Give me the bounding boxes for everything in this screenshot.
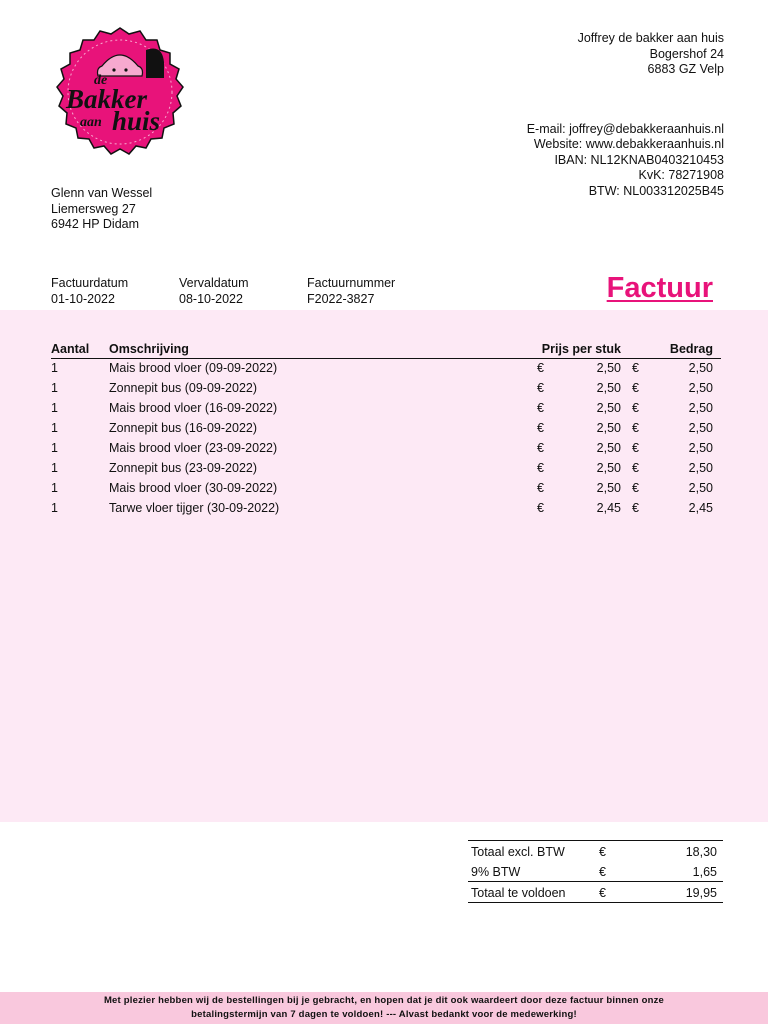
sender-info: [527, 31, 724, 199]
logo-word-huis: huis: [112, 106, 161, 136]
row-amount-currency: €: [632, 441, 639, 455]
row-qty: 1: [51, 441, 58, 455]
row-description: Mais brood vloer (30-09-2022): [109, 481, 278, 495]
row-amount: 2,45: [688, 501, 713, 515]
sender-iban: IBAN: NL12KNAB0403210453: [554, 152, 724, 167]
vat-currency: €: [599, 865, 606, 879]
row-price-currency: €: [537, 461, 544, 475]
invoice-number-block: [307, 276, 395, 307]
row-qty: 1: [51, 361, 58, 375]
row-price-currency: €: [537, 421, 544, 435]
row-price-currency: €: [537, 401, 544, 415]
row-amount: 2,50: [688, 401, 713, 415]
row-price-currency: €: [537, 381, 544, 395]
due-date-value: 08-10-2022: [179, 291, 243, 306]
row-price-currency: €: [537, 361, 544, 375]
row-unit-price: 2,45: [596, 501, 621, 515]
sender-spacer: [527, 78, 724, 122]
sender-city: 6883 GZ Velp: [647, 62, 724, 76]
due-date-label: Vervaldatum: [179, 276, 249, 290]
row-qty: 1: [51, 401, 58, 415]
row-price-currency: €: [537, 441, 544, 455]
row-description: Tarwe vloer tijger (30-09-2022): [109, 501, 280, 515]
logo-word-de: de: [94, 73, 108, 88]
row-qty: 1: [51, 381, 58, 395]
table-row: [51, 361, 721, 381]
row-description: Zonnepit bus (09-09-2022): [109, 381, 258, 395]
row-description: Mais brood vloer (16-09-2022): [109, 401, 278, 415]
totals-row-vat: [468, 861, 723, 881]
sender-website[interactable]: Website: www.debakkeraanhuis.nl: [533, 137, 724, 151]
recipient-info: [51, 186, 152, 233]
invoice-date-value: 01-10-2022: [51, 291, 115, 306]
table-row: [51, 441, 721, 461]
row-amount: 2,50: [688, 381, 713, 395]
row-price-currency: €: [537, 501, 544, 515]
recipient-street: Liemersweg 27: [51, 201, 136, 216]
table-row: [51, 481, 721, 501]
logo-graphic: [50, 26, 190, 158]
total-label: Totaal te voldoen: [471, 886, 566, 900]
table-row: [51, 461, 721, 481]
due-date-block: [179, 276, 248, 307]
row-amount-currency: €: [632, 401, 639, 415]
row-qty: 1: [51, 461, 58, 475]
row-price-currency: €: [537, 481, 544, 495]
row-unit-price: 2,50: [596, 421, 621, 435]
invoice-date-label: Factuurdatum: [51, 276, 129, 290]
recipient-name: Glenn van Wessel: [51, 186, 153, 200]
total-value: 19,95: [685, 886, 717, 900]
row-unit-price: 2,50: [596, 441, 621, 455]
totals-row-total: [468, 881, 723, 902]
row-amount-currency: €: [632, 481, 639, 495]
row-qty: 1: [51, 501, 58, 515]
footer-line-2: betalingstermijn van 7 dagen te voldoen! --- Alvast bedankt voor de medewerking!: [191, 1009, 577, 1020]
row-unit-price: 2,50: [596, 401, 621, 415]
row-amount-currency: €: [632, 501, 639, 515]
invoice-number-value: F2022-3827: [307, 291, 375, 306]
excl-value: 18,30: [685, 845, 717, 859]
row-description: Mais brood vloer (23-09-2022): [109, 441, 278, 455]
recipient-city: 6942 HP Didam: [51, 217, 140, 231]
header-qty: Aantal: [51, 342, 90, 356]
row-amount-currency: €: [632, 381, 639, 395]
table-row: [51, 501, 721, 521]
excl-label: Totaal excl. BTW: [471, 845, 565, 859]
vat-label: 9% BTW: [471, 865, 521, 879]
row-amount: 2,50: [688, 441, 713, 455]
row-amount-currency: €: [632, 361, 639, 375]
row-amount: 2,50: [688, 481, 713, 495]
logo-word-bakker: Bakker: [66, 84, 147, 114]
row-unit-price: 2,50: [596, 381, 621, 395]
line-items: [51, 361, 721, 521]
row-amount: 2,50: [688, 361, 713, 375]
row-unit-price: 2,50: [596, 361, 621, 375]
invoice-date-block: [51, 276, 128, 307]
header-amount: Bedrag: [669, 342, 713, 356]
row-amount: 2,50: [688, 421, 713, 435]
table-row: [51, 401, 721, 421]
totals-row-excl: [468, 841, 723, 861]
company-logo: [50, 26, 190, 158]
row-amount: 2,50: [688, 461, 713, 475]
vat-value: 1,65: [692, 865, 717, 879]
total-currency: €: [599, 886, 606, 900]
sender-email[interactable]: E-mail: joffrey@debakkeraanhuis.nl: [526, 121, 724, 136]
sender-btw: BTW: NL003312025B45: [588, 183, 724, 198]
sender-street: Bogershof 24: [649, 46, 724, 61]
table-row: [51, 421, 721, 441]
invoice-title: Factuur: [606, 272, 713, 304]
row-description: Zonnepit bus (16-09-2022): [109, 421, 258, 435]
footer-line-1: Met plezier hebben wij de bestellingen bij je gebracht, en hopen dat je dit ook waardeert door deze factuur binnen onze: [103, 995, 665, 1006]
invoice-number-label: Factuurnummer: [307, 276, 396, 290]
footer-note: [0, 992, 768, 1024]
row-qty: 1: [51, 421, 58, 435]
row-description: Zonnepit bus (23-09-2022): [109, 461, 258, 475]
header-unit-price: Prijs per stuk: [541, 342, 621, 356]
totals-table: [468, 840, 723, 903]
sender-kvk: KvK: 78271908: [638, 168, 724, 182]
row-description: Mais brood vloer (09-09-2022): [109, 361, 278, 375]
sender-name: Joffrey de bakker aan huis: [577, 31, 724, 45]
row-unit-price: 2,50: [596, 461, 621, 475]
row-amount-currency: €: [632, 421, 639, 435]
row-qty: 1: [51, 481, 58, 495]
excl-currency: €: [599, 845, 606, 859]
logo-word-aan: aan: [80, 115, 102, 130]
row-amount-currency: €: [632, 461, 639, 475]
table-header: [51, 342, 721, 359]
row-unit-price: 2,50: [596, 481, 621, 495]
header-description: Omschrijving: [109, 342, 189, 356]
table-row: [51, 381, 721, 401]
